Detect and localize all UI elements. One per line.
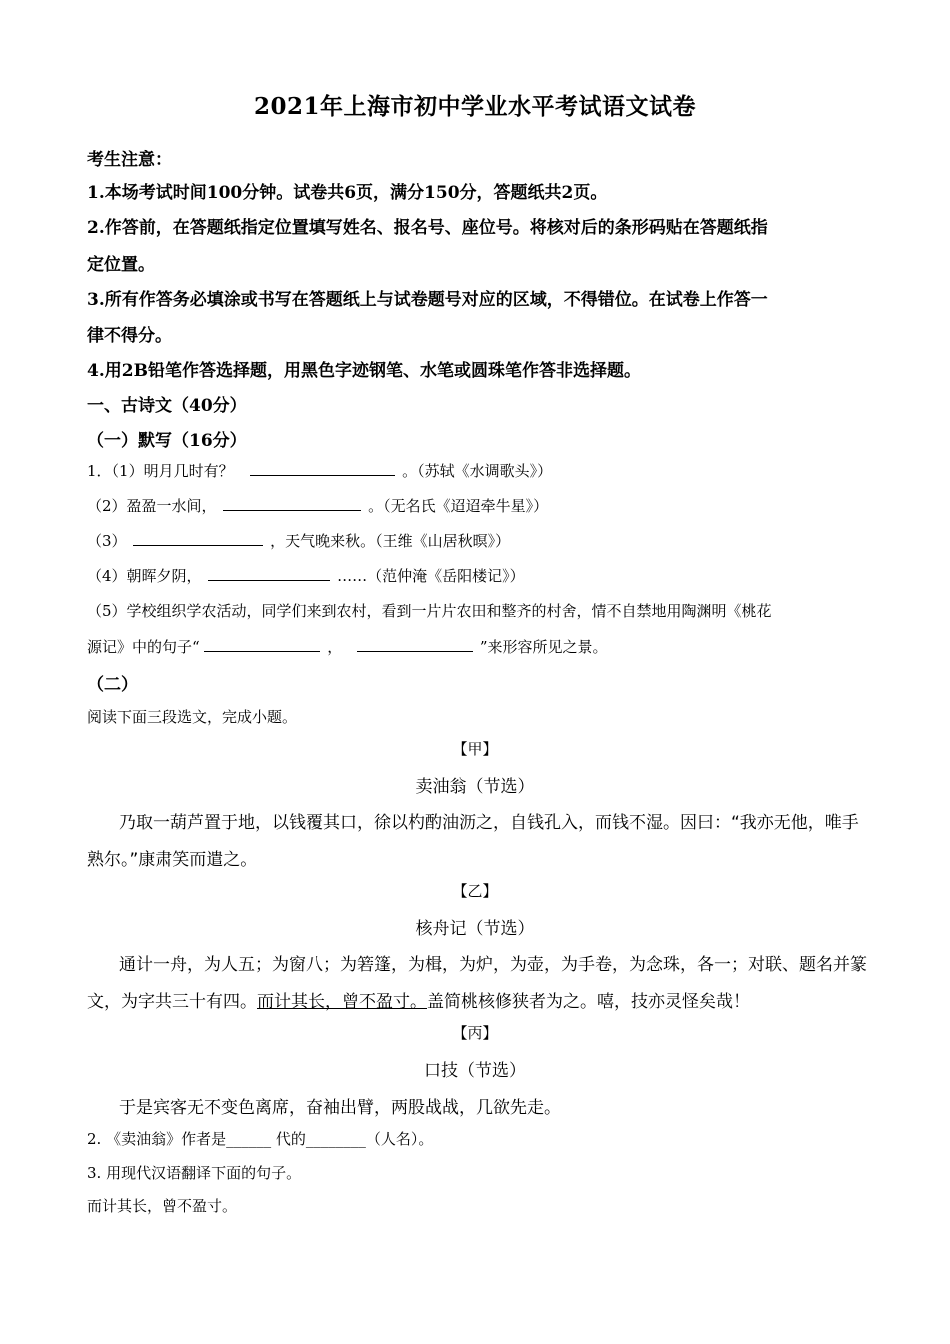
page-title: 2021年上海市初中学业水平考试语文试卷 (253, 93, 696, 120)
q1-part-5-comma: ， (327, 638, 343, 656)
passage-yi-text: 文，为字共三十有四。 (87, 992, 257, 1012)
notice-item-3-line-1: 3.所有作答务必填涂或书写在答题纸上与试卷题号对应的区域，不得错位。在试卷上作答一 (87, 290, 768, 310)
notice-item-1: 1.本场考试时间100分钟。试卷共6页，满分150分，答题纸共2页。 (87, 183, 608, 203)
passage-bing-label: 【丙】 (452, 1024, 498, 1042)
q1-part-2 (87, 495, 548, 516)
answer-blank[interactable] (204, 636, 320, 652)
reading-instruction: 阅读下面三段选文，完成小题。 (87, 708, 298, 726)
q1-part-2-prompt: （2）盈盈一水间， (87, 497, 217, 515)
passage-yi-line-2 (87, 987, 750, 1012)
passage-jia-line-2: 熟尔。”康肃笑而遣之。 (87, 850, 258, 870)
q1-part-5-line-1: （5）学校组织学农活动，同学们来到农村，看到一片片农田和整齐的村舍，情不自禁地用陶渊明《桃花 (87, 602, 772, 620)
notice-item-2-line-2: 定位置。 (87, 255, 155, 275)
section-1-heading: 一、古诗文（40分） (87, 396, 247, 416)
q1-part-4-source: ……（范仲淹《岳阳楼记》） (337, 567, 525, 585)
passage-jia-title: 卖油翁（节选） (415, 777, 535, 797)
question-2: 2. 《卖油翁》作者是______ 代的________（人名）。 (87, 1130, 434, 1148)
answer-blank[interactable] (208, 565, 330, 581)
notice-item-4: 4.用2B铅笔作答选择题，用黑色字迹钢笔、水笔或圆珠笔作答非选择题。 (87, 361, 641, 381)
question-3: 3. 用现代汉语翻译下面的句子。 (87, 1164, 302, 1182)
underlined-sentence: 而计其长，曾不盈寸。 (257, 992, 427, 1012)
q1-part-3-source: ，天气晚来秋。（王维《山居秋暝》） (270, 532, 511, 550)
q1-part-2-source: 。（无名氏《迢迢牵牛星》） (368, 497, 549, 515)
q1-part-5-line-2 (87, 636, 607, 657)
q1-part-4-prompt: （4）朝晖夕阴， (87, 567, 202, 585)
passage-bing-line-1: 于是宾客无不变色离席，奋袖出臂，两股战战，几欲先走。 (119, 1098, 561, 1118)
passage-yi-line-1: 通计一舟，为人五；为窗八；为箬篷，为楫，为炉，为壶，为手卷，为念珠，各一；对联、题名并篆 (119, 955, 867, 975)
q1-part-5-prompt: 源记》中的句子“ (87, 638, 200, 656)
passage-yi-title: 核舟记（节选） (415, 919, 535, 939)
notice-item-3-line-2: 律不得分。 (87, 326, 172, 346)
q1-part-1-prompt: 1．（1）明月几时有？ (87, 462, 234, 480)
passage-yi-text: 盖简桃核修狭者为之。嘻，技亦灵怪矣哉！ (427, 992, 750, 1012)
q1-part-3-prompt: （3） (87, 532, 127, 550)
q1-part-1-source: 。（苏轼《水调歌头》） (402, 462, 553, 480)
question-3-sentence: 而计其长，曾不盈寸。 (87, 1197, 238, 1215)
q1-part-4 (87, 565, 525, 586)
subsection-2-heading: （二） (87, 675, 138, 695)
notice-item-2-line-1: 2.作答前，在答题纸指定位置填写姓名、报名号、座位号。将核对后的条形码贴在答题纸指 (87, 218, 768, 238)
subsection-1-heading: （一）默写（16分） (87, 431, 247, 451)
passage-jia-label: 【甲】 (452, 740, 498, 758)
q1-part-5-suffix: ”来形容所见之景。 (479, 638, 608, 656)
passage-yi-label: 【乙】 (452, 882, 498, 900)
answer-blank[interactable] (357, 636, 473, 652)
answer-blank[interactable] (250, 460, 395, 476)
q1-part-1 (87, 460, 552, 481)
answer-blank[interactable] (133, 530, 263, 546)
passage-bing-title: 口技（节选） (424, 1061, 526, 1081)
passage-jia-line-1: 乃取一葫芦置于地，以钱覆其口，徐以杓酌油沥之，自钱孔入，而钱不湿。因曰：“我亦无他，唯手 (119, 813, 859, 833)
q1-part-3 (87, 530, 510, 551)
answer-blank[interactable] (223, 495, 361, 511)
notice-heading: 考生注意： (87, 150, 172, 170)
